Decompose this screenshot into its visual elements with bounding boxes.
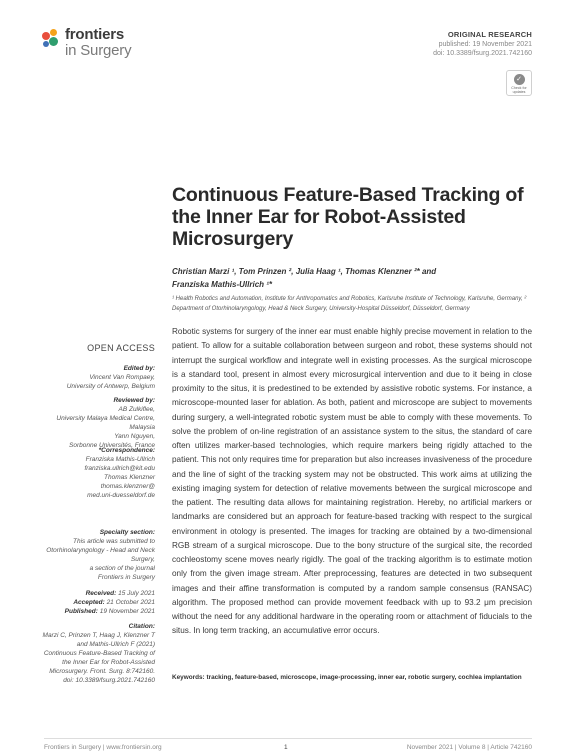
edited-by-label: Edited by: bbox=[123, 365, 155, 372]
correspondence-section bbox=[28, 446, 155, 500]
specialty-section bbox=[28, 528, 155, 582]
citation-doi[interactable]: doi: 10.3389/fsurg.2021.742160 bbox=[63, 677, 155, 684]
bookmark-icon: ✓ bbox=[514, 74, 525, 85]
reviewer-affiliation: University Malaya Medical Centre, bbox=[56, 415, 155, 422]
authors-line-2: Franziska Mathis-Ullrich ¹* bbox=[172, 280, 273, 289]
check-for-updates-button[interactable] bbox=[506, 70, 532, 96]
dates-section bbox=[28, 589, 155, 616]
correspondent-email[interactable]: med.uni-duesseldorf.de bbox=[87, 492, 155, 499]
specialty-line: Frontiers in Surgery bbox=[97, 574, 155, 581]
correspondent-name: Franziska Mathis-Ullrich bbox=[85, 456, 155, 463]
accepted-date: 21 October 2021 bbox=[106, 599, 155, 606]
correspondence-label: *Correspondence: bbox=[98, 447, 155, 454]
correspondent-name: Thomas Klenzner bbox=[104, 474, 155, 481]
citation-section bbox=[28, 622, 155, 685]
citation-line: Continuous Feature-Based Tracking of bbox=[43, 650, 155, 657]
citation-label: Citation: bbox=[128, 623, 155, 630]
keywords bbox=[172, 673, 532, 682]
article-type: ORIGINAL RESEARCH bbox=[447, 30, 532, 39]
check-updates-label: Check for updates bbox=[511, 86, 527, 94]
editor-name[interactable]: Vincent Van Rompaey, bbox=[89, 374, 155, 381]
footer-divider bbox=[44, 738, 532, 739]
citation-line: and Mathis-Ullrich F (2021) bbox=[76, 641, 155, 648]
received-label: Received: bbox=[85, 590, 117, 597]
published-date-sidebar: 19 November 2021 bbox=[99, 608, 155, 615]
frontiers-logo-icon bbox=[42, 29, 62, 49]
citation-line: Marzi C, Prinzen T, Haag J, Klenzner T bbox=[42, 632, 155, 639]
reviewer-name[interactable]: Yann Nguyen, bbox=[114, 433, 155, 440]
open-access-label bbox=[28, 344, 155, 353]
reviewer-name[interactable]: AB Zulkiflee, bbox=[118, 406, 155, 413]
logo-journal: in Surgery bbox=[65, 42, 132, 59]
footer-journal-link[interactable]: Frontiers in Surgery | www.frontiersin.org bbox=[44, 744, 162, 751]
article-title: Continuous Feature-Based Tracking of the Inner Ear for Robot-Assisted Microsurgery bbox=[172, 184, 524, 250]
abstract: Robotic systems for surgery of the inner ear must enable highly precise movement in relation to the patient. To allow for a suitable collaboration between surgeon and robot, these systems should not interrupt the surgical workflow and integrate well in existing processes. As the surgical microscope is a standard tool, present in almost every microsurgical intervention and due to it being in close proximity to the situs, it is predestined to be extended by assistive robotic systems. For instance, a microscope-mounted laser for ablation. As both, patient and microscope are subject to movements during surgery, a well-integrated robotic system must be able to comply with these movements. To solve the problem of on-line registration of an assistance system to the situs, the standard of care often utilizes marker-based technologies, which require markers being rigidly attached to the patient. This not only requires time for preparation but also increases invasiveness of the procedure and the line of sight of the tracking system may not be obstructed. This work aims at utilizing the existing imaging system for detection of relative movements between the surgical microscope and the patient. The resulting data allows for maintaining registration. Hereby, no artificial markers or landmarks are considered but an approach for feature-based tracking with respect to the surgical environment in otology is presented. The images for tracking are obtained by a two-dimensional RGB stream of a surgical microscope. Due to the bony structure of the surgical site, the recorded cochleostomy scene moves nearly rigidly. The goal of the tracking algorithm is to estimate motion only from the given image stream. After preprocessing, features are detected in two subsequent images and their affine transformation is computed by a random sample consensus (RANSAC) algorithm. The proposed method can provide movement feedback with up to 93.2 μm precision without the need for any additional hardware in the operating room or attachment of fiducials to the situs. In long term tracking, an accumulative error occurs. bbox=[172, 327, 532, 636]
keywords-list: tracking, feature-based, microscope, image-processing, inner ear, robotic surgery, cochlea implantation bbox=[206, 674, 522, 681]
open-access-text: OPEN ACCESS bbox=[87, 343, 155, 353]
published-label: Published: bbox=[64, 608, 98, 615]
page-number: 1 bbox=[284, 744, 288, 751]
specialty-line: Surgery, bbox=[130, 556, 155, 563]
specialty-label: Specialty section: bbox=[99, 529, 155, 536]
citation-line: Microsurgery. Front. Surg. 8:742160. bbox=[49, 668, 155, 675]
affiliations: ¹ Health Robotics and Automation, Institute for Anthropomatics and Robotics, Karlsruhe Institute of Technology, Karlsruhe, Germany, ² Department of Otorhinolaryngology, Head & Neck Surgery, University-Hospital Düsseldorf, Düsseldorf, Germany bbox=[172, 296, 527, 312]
accepted-label: Accepted: bbox=[73, 599, 105, 606]
reviewed-by-section bbox=[28, 396, 155, 450]
reviewer-affiliation: Sorbonne Universités, France bbox=[69, 442, 155, 449]
reviewed-by-label: Reviewed by: bbox=[113, 397, 155, 404]
received-date: 15 July 2021 bbox=[118, 590, 155, 597]
logo-name: frontiers bbox=[65, 26, 125, 43]
footer-issue-info: November 2021 | Volume 8 | Article 742160 bbox=[406, 744, 532, 751]
editor-affiliation: University of Antwerp, Belgium bbox=[66, 383, 155, 390]
specialty-line: Otorhinolaryngology - Head and Neck bbox=[46, 547, 155, 554]
journal-logo[interactable] bbox=[42, 27, 131, 58]
citation-line: the Inner Ear for Robot-Assisted bbox=[62, 659, 155, 666]
author-list bbox=[172, 265, 532, 291]
specialty-line: This article was submitted to bbox=[72, 538, 155, 545]
edited-by-section bbox=[28, 364, 155, 391]
specialty-line: a section of the journal bbox=[89, 565, 155, 572]
article-meta bbox=[433, 30, 532, 59]
correspondent-email[interactable]: thomas.klenzner@ bbox=[100, 483, 155, 490]
keywords-label: Keywords: bbox=[172, 674, 205, 681]
correspondent-email[interactable]: franziska.ullrich@kit.edu bbox=[84, 465, 155, 472]
reviewer-affiliation: Malaysia bbox=[129, 424, 155, 431]
authors-line-1: Christian Marzi ¹, Tom Prinzen ², Julia Haag ¹, Thomas Klenzner ²* and bbox=[172, 267, 437, 276]
doi-link[interactable]: doi: 10.3389/fsurg.2021.742160 bbox=[433, 50, 532, 57]
published-date: published: 19 November 2021 bbox=[438, 40, 532, 48]
